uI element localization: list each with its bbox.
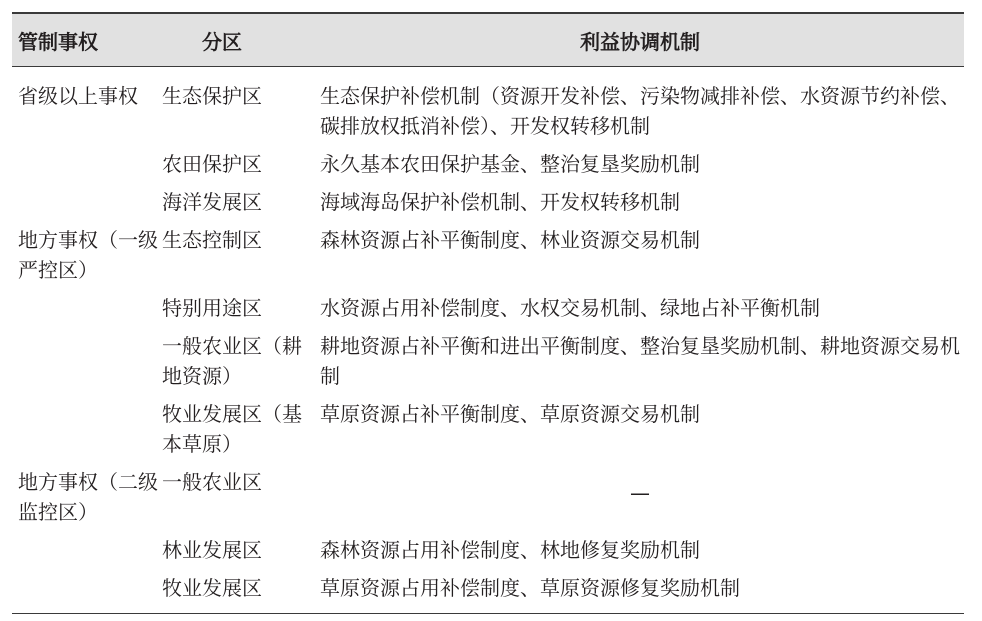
header-zone: 分区: [158, 13, 316, 67]
power-cell: 地方事权（二级监控区）: [18, 470, 158, 524]
zone-cell: 一般农业区（耕地资源）: [162, 334, 302, 388]
header-mechanism: 利益协调机制: [316, 13, 964, 67]
mechanism-cell: 生态保护补偿机制（资源开发补偿、污染物减排补偿、水资源节约补偿、碳排放权抵消补偿）、开发权转移机制: [320, 84, 960, 138]
table-row: [12, 141, 964, 179]
mechanism-cell: 水资源占用补偿制度、水权交易机制、绿地占补平衡机制: [320, 296, 820, 320]
table-row: [12, 565, 964, 614]
mechanism-cell: 耕地资源占补平衡和进出平衡制度、整治复垦奖励机制、耕地资源交易机制: [320, 334, 960, 388]
zone-cell: 生态保护区: [162, 84, 262, 108]
table-row: [12, 323, 964, 391]
table-row: [12, 391, 964, 459]
zone-cell: 牧业发展区: [158, 565, 316, 614]
zone-cell: 牧业发展区（基本草原）: [162, 402, 302, 456]
mechanism-cell: 永久基本农田保护基金、整治复垦奖励机制: [320, 152, 700, 176]
zone-cell: 林业发展区: [162, 538, 262, 562]
table-row: [12, 285, 964, 323]
zone-cell: 一般农业区: [162, 470, 262, 494]
power-cell: [12, 141, 158, 179]
header-power: 管制事权: [12, 13, 158, 67]
table-row: [12, 217, 964, 285]
mechanism-cell: 森林资源占补平衡制度、林业资源交易机制: [320, 228, 700, 252]
mechanism-cell: 草原资源占用补偿制度、草原资源修复奖励机制: [316, 565, 964, 614]
mechanism-cell: 海域海岛保护补偿机制、开发权转移机制: [320, 190, 680, 214]
power-cell: [12, 179, 158, 217]
table-row: [12, 527, 964, 565]
power-cell: [12, 527, 158, 565]
mechanism-table: [12, 12, 964, 614]
power-cell: [12, 391, 158, 459]
power-cell: [12, 323, 158, 391]
zone-cell: 生态控制区: [162, 228, 262, 252]
power-cell: 地方事权（一级严控区）: [18, 228, 158, 282]
header-row: [12, 13, 964, 67]
zone-cell: 海洋发展区: [162, 190, 262, 214]
power-cell: [12, 565, 158, 614]
mechanism-cell: 森林资源占用补偿制度、林地修复奖励机制: [320, 538, 700, 562]
mechanism-table-container: [12, 12, 964, 614]
table-body: [12, 67, 964, 614]
table-row: [12, 179, 964, 217]
table-row: [12, 459, 964, 527]
zone-cell: 农田保护区: [162, 152, 262, 176]
mechanism-cell: —: [630, 481, 650, 505]
table-row: [12, 67, 964, 142]
zone-cell: 特别用途区: [162, 296, 262, 320]
power-cell: [12, 285, 158, 323]
power-cell: 省级以上事权: [18, 84, 138, 108]
mechanism-cell: 草原资源占补平衡制度、草原资源交易机制: [320, 402, 700, 426]
table-header: [12, 13, 964, 67]
